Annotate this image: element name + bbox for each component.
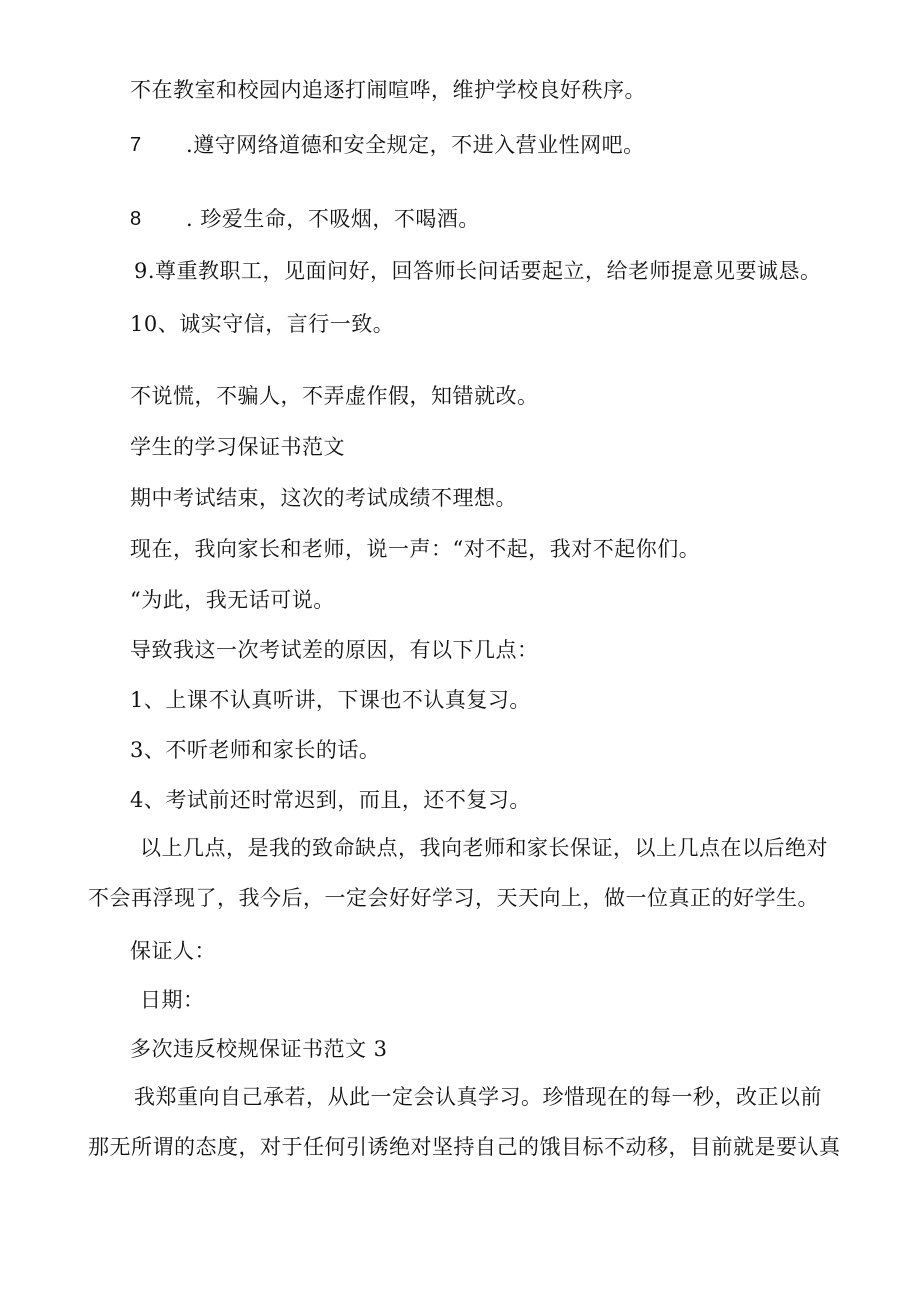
section-title: 多次违反校规保证书范文 3 <box>130 1037 388 1061</box>
text-line: .遵守网络道德和安全规定，不进入营业性网吧。 <box>186 133 645 157</box>
text-line: “为此，我无话可说。 <box>130 588 335 612</box>
text-line: 现在，我向家长和老师，说一声：“对不起，我对不起你们。 <box>130 537 701 561</box>
text-line: 导致我这一次考试差的原因，有以下几点： <box>130 638 539 662</box>
section-title: 学生的学习保证书范文 <box>130 435 345 459</box>
text-line: 9.尊重教职工，见面问好，回答师长问话要起立，给老师提意见要诚恳。 <box>134 259 822 283</box>
text-line: 不在教室和校园内追逐打闹喧哗，维护学校良好秩序。 <box>130 78 646 102</box>
text-line: 我郑重向自己承若，从此一定会认真学习。珍惜现在的每一秒，改正以前 <box>134 1085 822 1109</box>
text-line: 3、不听老师和家长的话。 <box>130 738 381 762</box>
text-line: . 珍爱生命，不吸烟，不喝酒。 <box>186 207 480 231</box>
text-line: 1、上课不认真听讲，下课也不认真复习。 <box>130 688 531 712</box>
text-line: 不说慌，不骗人，不弄虚作假，知错就改。 <box>130 384 539 408</box>
text-line: 10、诚实守信，言行一致。 <box>130 312 395 336</box>
text-line: 不会再浮现了，我今后，一定会好好学习，天天向上，做一位真正的好学生。 <box>88 886 819 910</box>
item-number: 7 <box>130 134 142 156</box>
text-line: 期中考试结束，这次的考试成绩不理想。 <box>130 486 517 510</box>
text-line: 以上几点，是我的致命缺点，我向老师和家长保证，以上几点在以后绝对 <box>140 836 828 860</box>
date-label: 日期： <box>140 988 205 1012</box>
text-line: 4、考试前还时常迟到，而且，还不复习。 <box>130 788 531 812</box>
text-line: 那无所谓的态度，对于任何引诱绝对坚持自己的饿目标不动移，目前就是要认真 <box>88 1135 841 1159</box>
item-number: 8 <box>130 208 142 230</box>
signature-label: 保证人： <box>130 939 216 963</box>
